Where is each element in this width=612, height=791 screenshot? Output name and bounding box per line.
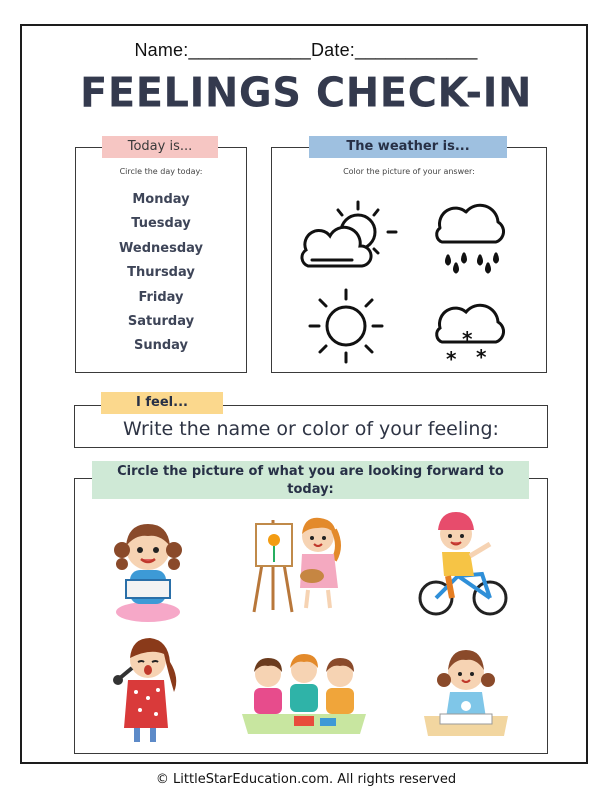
friends-playing-picture[interactable]	[236, 652, 372, 736]
svg-text:*: *	[446, 347, 457, 368]
day-sunday[interactable]: Sunday	[133, 338, 189, 354]
day-tuesday[interactable]: Tuesday	[131, 216, 191, 232]
rain-cloud-icon[interactable]	[430, 198, 510, 278]
feel-tag: I feel...	[101, 392, 223, 414]
weather-tag: The weather is...	[309, 136, 507, 158]
svg-text:*: *	[462, 327, 473, 351]
day-saturday[interactable]: Saturday	[127, 313, 195, 329]
reading-kid-picture[interactable]	[108, 512, 188, 624]
footer-copyright: © LittleStarEducation.com. All rights reserved	[155, 772, 457, 787]
drawing-kid-picture[interactable]	[420, 644, 512, 740]
painting-kid-picture[interactable]	[250, 510, 342, 614]
day-monday[interactable]: Monday	[132, 192, 190, 207]
today-tag: Today is...	[102, 136, 218, 158]
weather-hint: Color the picture of your answer:	[343, 167, 475, 176]
page-title: FEELINGS CHECK-IN	[80, 69, 532, 117]
forward-tag: Circle the picture of what you are looking forward to today:	[92, 461, 529, 499]
name-date-line[interactable]: Name:____________Date:____________	[134, 40, 478, 60]
sun-icon[interactable]	[306, 286, 386, 366]
feel-prompt[interactable]: Write the name or color of your feeling:	[123, 418, 499, 440]
snow-cloud-icon[interactable]	[430, 298, 510, 368]
day-thursday[interactable]: Thursday	[127, 265, 195, 281]
day-wednesday[interactable]: Wednesday	[119, 240, 203, 256]
svg-text:*: *	[476, 345, 487, 368]
today-hint: Circle the day today:	[119, 167, 203, 176]
day-friday[interactable]: Friday	[138, 289, 184, 305]
biking-kid-picture[interactable]	[416, 508, 508, 616]
partly-cloudy-icon[interactable]	[296, 196, 406, 276]
day-list	[75, 188, 247, 359]
singing-kid-picture[interactable]	[104, 628, 188, 744]
